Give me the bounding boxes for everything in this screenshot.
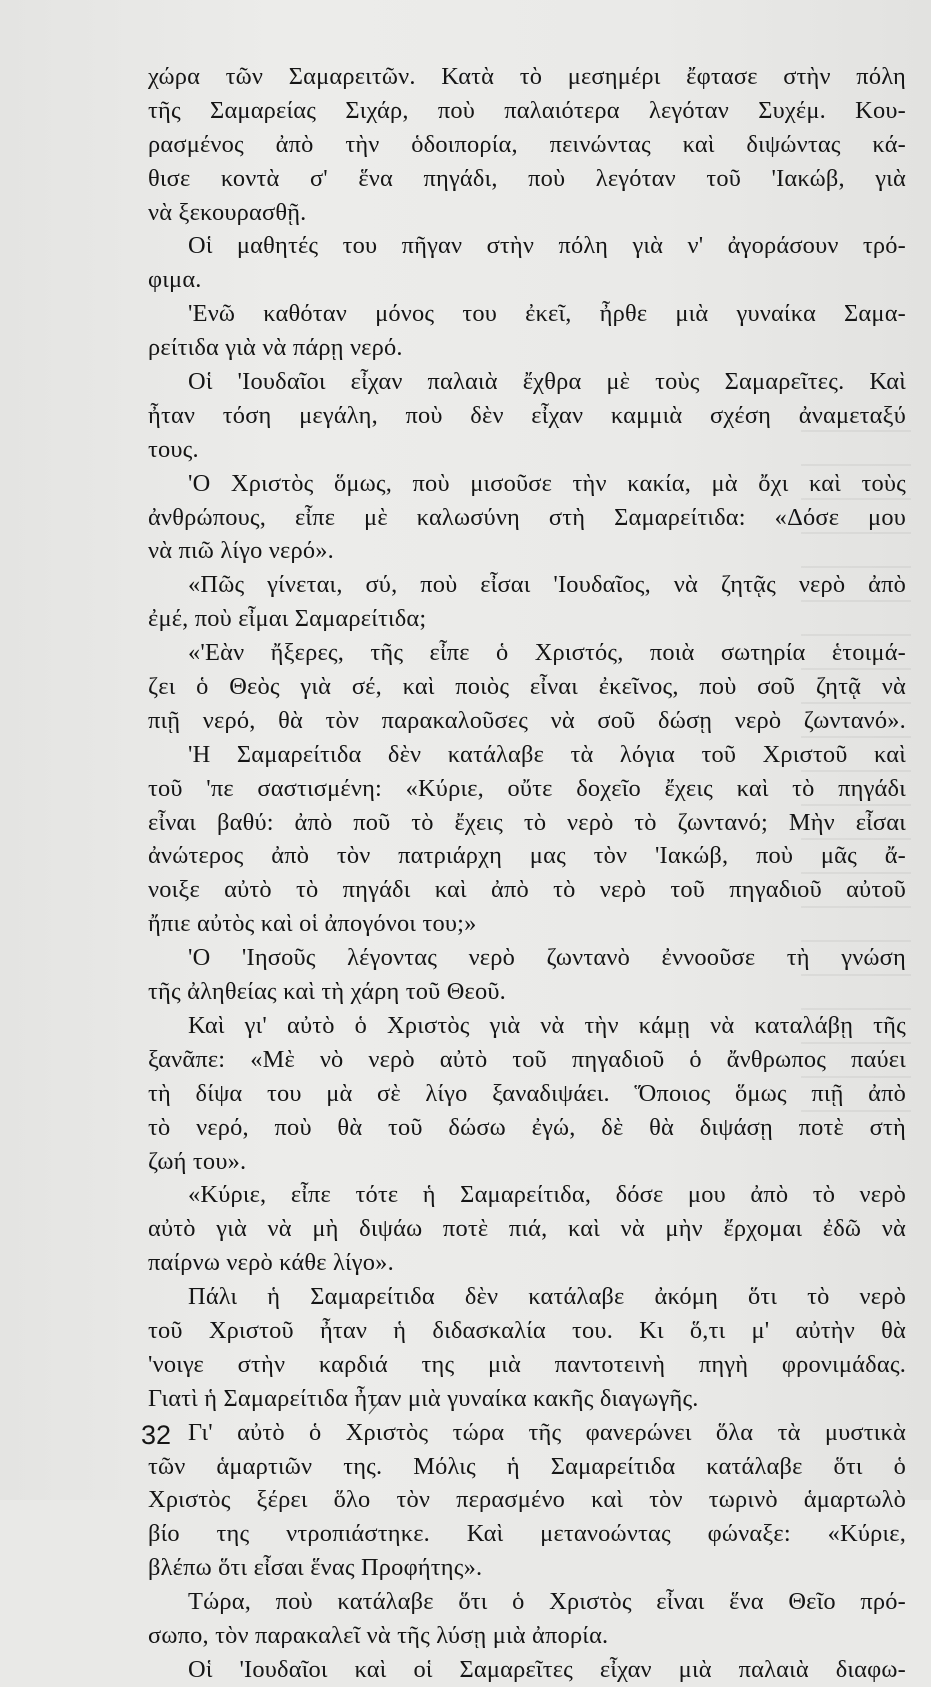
text-line: Οἱ 'Ιουδαῖοι εἶχαν παλαιὰ ἔχθρα μὲ τοὺς Σαμαρεῖτες. Καὶ bbox=[188, 368, 906, 396]
text-line: τοῦ Χριστοῦ ἦταν ἡ διδασκαλία του. Κι ὅ,τι μ' αὐτὴν θὰ bbox=[148, 1316, 906, 1344]
text-line: πιῇ νερό, θὰ τὸν παρακαλοῦσες νὰ σοῦ δώσῃ νερὸ ζωντανό». bbox=[148, 706, 906, 734]
pen-mark bbox=[366, 1400, 382, 1416]
text-line: «'Εὰν ἤξερες, τῆς εἶπε ὁ Χριστός, ποιὰ σωτηρία ἑτοιμά- bbox=[188, 639, 906, 667]
text-line: τὸ νερό, ποὺ θὰ τοῦ δώσω ἐγώ, δὲ θὰ διψάσῃ ποτὲ στὴ bbox=[148, 1113, 906, 1141]
text-line: 'Ο Χριστὸς ὅμως, ποὺ μισοῦσε τὴν κακία, μὰ ὄχι καὶ τοὺς bbox=[188, 469, 906, 497]
text-line: ζωή του». bbox=[148, 1147, 247, 1175]
text-line: Γι' αὐτὸ ὁ Χριστὸς τώρα τῆς φανερώνει ὅλα τὰ μυστικὰ bbox=[188, 1418, 906, 1446]
text-line: εἶναι βαθύ: ἀπὸ ποῦ τὸ ἔχεις τὸ νερὸ τὸ ζωντανό; Μὴν εἶσαι bbox=[148, 808, 906, 836]
text-line: Καὶ γι' αὐτὸ ὁ Χριστὸς γιὰ νὰ τὴν κάμῃ νὰ καταλάβῃ τῆς bbox=[188, 1011, 906, 1039]
text-line: Γιατὶ ἡ Σαμαρείτιδα ἦταν μιὰ γυναίκα κακῆς διαγωγῆς. bbox=[148, 1384, 699, 1412]
text-line: νὰ πιῶ λίγο νερό». bbox=[148, 537, 334, 565]
text-line: ρείτιδα γιὰ νὰ πάρῃ νερό. bbox=[148, 334, 403, 362]
text-line: «Κύριε, εἶπε τότε ἡ Σαμαρείτιδα, δόσε μου ἀπὸ τὸ νερὸ bbox=[188, 1181, 906, 1209]
body-text bbox=[148, 60, 906, 1687]
text-line: βλέπω ὅτι εἶσαι ἕνας Προφήτης». bbox=[148, 1554, 483, 1582]
text-line: θισε κοντὰ σ' ἕνα πηγάδι, ποὺ λεγόταν τοῦ 'Ιακώβ, γιὰ bbox=[148, 164, 906, 192]
text-line: ἀνώτερος ἀπὸ τὸν πατριάρχη μας τὸν 'Ιακώβ, ποὺ μᾶς ἄ- bbox=[148, 842, 906, 870]
text-line: 'Ενῶ καθόταν μόνος του ἐκεῖ, ἦρθε μιὰ γυναίκα Σαμα- bbox=[188, 300, 906, 328]
text-line: 'Η Σαμαρείτιδα δὲν κατάλαβε τὰ λόγια τοῦ Χριστοῦ καὶ bbox=[188, 740, 906, 768]
text-line: 'Ο 'Ιησοῦς λέγοντας νερὸ ζωντανὸ ἐννοοῦσε τὴ γνώση bbox=[188, 944, 906, 972]
text-line: τους. bbox=[148, 435, 199, 463]
text-line: 'νοιγε στὴν καρδιά της μιὰ παντοτεινὴ πηγὴ φρονιμάδας. bbox=[148, 1350, 906, 1378]
text-line: νοιξε αὐτὸ τὸ πηγάδι καὶ ἀπὸ τὸ νερὸ τοῦ πηγαδιοῦ αὐτοῦ bbox=[148, 876, 906, 904]
text-line: ἀνθρώπους, εἶπε μὲ καλωσύνη στὴ Σαμαρείτιδα: «Δόσε μου bbox=[148, 503, 906, 531]
text-line: Πάλι ἡ Σαμαρείτιδα δὲν κατάλαβε ἀκόμη ὅτι τὸ νερὸ bbox=[188, 1283, 906, 1311]
page-number: 32 bbox=[141, 1420, 172, 1450]
text-line: Χριστὸς ξέρει ὅλο τὸν περασμένο καὶ τὸν τωρινὸ ἁμαρτωλὸ bbox=[148, 1486, 906, 1514]
text-line: τὴ δίψα του μὰ σὲ λίγο ξαναδιψάει. Ὅποιος ὅμως πιῇ ἀπὸ bbox=[148, 1079, 906, 1107]
text-line: ξανᾶπε: «Μὲ νὸ νερὸ αὐτὸ τοῦ πηγαδιοῦ ὁ ἄνθρωπος παύει bbox=[148, 1045, 906, 1073]
text-line: Τώρα, ποὺ κατάλαβε ὅτι ὁ Χριστὸς εἶναι ἕνα Θεῖο πρό- bbox=[188, 1588, 906, 1616]
text-line: χώρα τῶν Σαμαρειτῶν. Κατὰ τὸ μεσημέρι ἔφτασε στὴν πόλη bbox=[148, 63, 906, 90]
text-line: σωπο, τὸν παρακαλεῖ νὰ τῆς λύσῃ μιὰ ἀπορία. bbox=[148, 1621, 609, 1649]
text-line: τῆς Σαμαρείας Σιχάρ, ποὺ παλαιότερα λεγόταν Συχέμ. Κου- bbox=[148, 96, 906, 124]
text-line: ἦταν τόση μεγάλη, ποὺ δὲν εἶχαν καμμιὰ σχέση ἀναμεταξύ bbox=[148, 401, 906, 429]
text-line: ζει ὁ Θεὸς γιὰ σέ, καὶ ποιὸς εἶναι ἐκεῖνος, ποὺ σοῦ ζητᾷ νὰ bbox=[148, 673, 906, 701]
text-line: Οἱ 'Ιουδαῖοι καὶ οἱ Σαμαρεῖτες εἶχαν μιὰ παλαιὰ διαφω- bbox=[188, 1655, 906, 1683]
text-line: ἐμέ, ποὺ εἶμαι Σαμαρείτιδα; bbox=[148, 605, 427, 633]
text-line: ἤπιε αὐτὸς καὶ οἱ ἀπογόνοι του;» bbox=[148, 910, 477, 938]
text-line: τῶν ἁμαρτιῶν της. Μόλις ἡ Σαμαρείτιδα κατάλαβε ὅτι ὁ bbox=[148, 1452, 906, 1480]
text-line: τοῦ 'πε σαστισμένη: «Κύριε, οὔτε δοχεῖο ἔχεις καὶ τὸ πηγάδι bbox=[148, 774, 906, 802]
text-line: φιμα. bbox=[148, 266, 202, 294]
text-line: παίρνω νερὸ κάθε λίγο». bbox=[148, 1249, 394, 1277]
text-line: βίο της ντροπιάστηκε. Καὶ μετανοώντας φώναξε: «Κύριε, bbox=[148, 1520, 906, 1548]
text-line: τῆς ἀληθείας καὶ τὴ χάρη τοῦ Θεοῦ. bbox=[148, 978, 506, 1006]
text-line: Οἱ μαθητές του πῆγαν στὴν πόλη γιὰ ν' ἀγοράσουν τρό- bbox=[188, 232, 906, 260]
text-line: «Πῶς γίνεται, σύ, ποὺ εἶσαι 'Ιουδαῖος, νὰ ζητᾷς νερὸ ἀπὸ bbox=[188, 571, 906, 599]
text-line: νὰ ξεκουρασθῇ. bbox=[148, 198, 307, 226]
text-line: ρασμένος ἀπὸ τὴν ὁδοιπορία, πεινώντας καὶ διψώντας κά- bbox=[148, 130, 906, 158]
text-line: αὐτὸ γιὰ νὰ μὴ διψάω ποτὲ πιά, καὶ νὰ μὴν ἔρχομαι ἐδῶ νὰ bbox=[148, 1215, 906, 1243]
